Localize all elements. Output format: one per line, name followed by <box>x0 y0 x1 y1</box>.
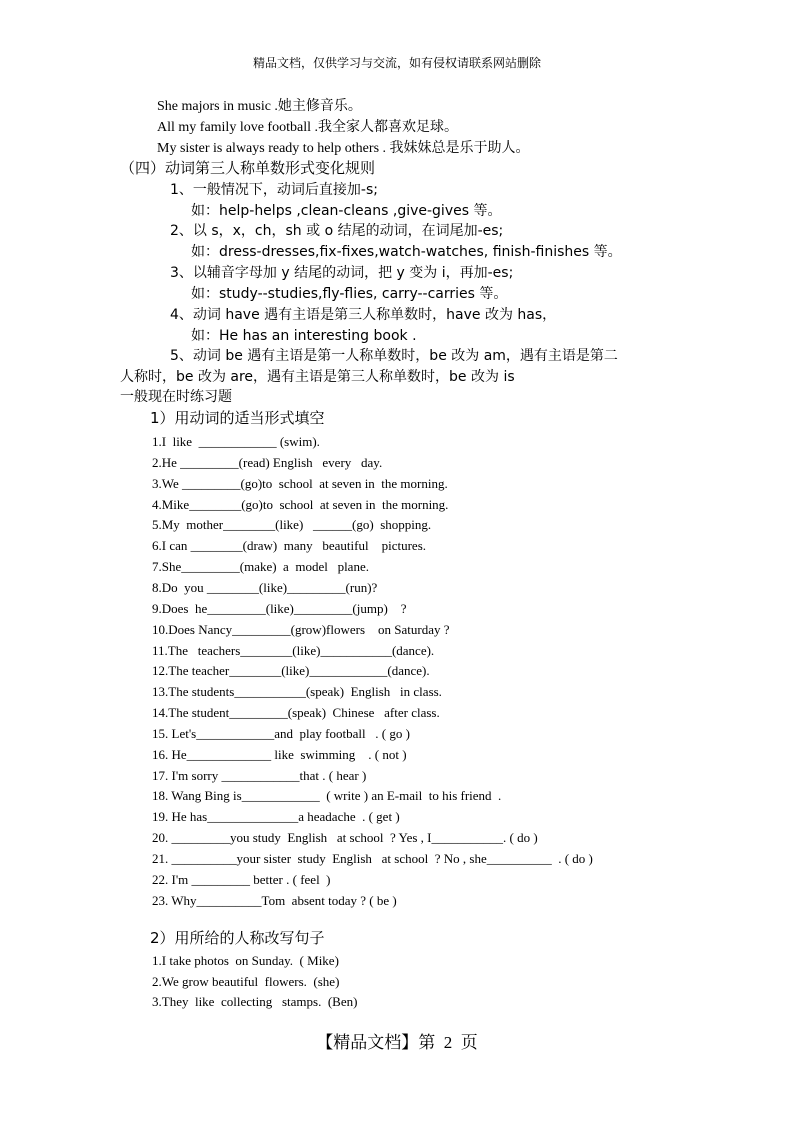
practice-heading: 一般现在时练习题 <box>120 389 232 405</box>
rule-line: 3、以辅音字母加 y 结尾的动词，把 y 变为 i，再加-es; <box>170 265 514 281</box>
exercise-item: 11.The teachers________(like)___________(dance). <box>152 642 435 658</box>
exercise-item: 14.The student_________(speak) Chinese after class. <box>152 705 440 721</box>
exercise-item: 7.She_________(make) a model plane. <box>152 559 369 575</box>
rule-line-continued: 人称时，be 改为 are，遇有主语是第三人称单数时，be 改为 is <box>120 369 515 385</box>
rule-line: 4、动词 have 遇有主语是第三人称单数时，have 改为 has， <box>170 307 557 323</box>
rule-example-line: 如：He has an interesting book . <box>191 328 417 344</box>
exercise-item: 3.We _________(go)to school at seven in the morning. <box>152 475 448 491</box>
exercise-item: 4.Mike________(go)to school at seven in the morning. <box>152 496 449 512</box>
rule-example-line: 如：study--studies,fly-flies, carry--carries 等。 <box>191 286 508 302</box>
exercise-item: 17. I'm sorry ____________that . ( hear ) <box>152 767 367 783</box>
exercise-item: 22. I'm _________ better . ( feel ) <box>152 871 331 887</box>
exercise-item: 16. He_____________ like swimming . ( not ) <box>152 746 407 762</box>
rule-example-line: 如：dress-dresses,fix-fixes,watch-watches, finish-finishes 等。 <box>191 244 622 260</box>
exercise-item: 15. Let's____________and play football . ( go ) <box>152 725 410 741</box>
rule-line: 1、一般情况下，动词后直接加-s; <box>170 182 378 198</box>
exercise-item: 12.The teacher________(like)____________(dance). <box>152 663 430 679</box>
exercise-item: 20. _________you study English at school ? Yes , I___________. ( do ) <box>152 830 538 846</box>
exercise-item: 3.They like collecting stamps. (Ben) <box>152 994 358 1009</box>
intro-example-line: She majors in music .她主修音乐。 <box>157 99 362 114</box>
exercise-item: 2.We grow beautiful flowers. (she) <box>152 973 340 989</box>
exercise-item: 1.I take photos on Sunday. ( Mike) <box>152 953 339 968</box>
exercise-heading: 1）用动词的适当形式填空 <box>150 409 325 427</box>
rule-example-line: 如：help-helps ,clean-cleans ,give-gives 等。 <box>191 203 502 219</box>
exercise-item: 13.The students___________(speak) English in class. <box>152 684 442 700</box>
page-footer: 【精品文档】第 2 页 <box>316 1033 478 1052</box>
exercise-item: 9.Does he_________(like)_________(jump) ? <box>152 600 407 616</box>
section-heading: （四）动词第三人称单数形式变化规则 <box>120 159 376 177</box>
rule-line: 2、以 s，x，ch，sh 或 o 结尾的动词，在词尾加-es; <box>170 223 504 239</box>
exercise-item: 8.Do you ________(like)_________(run)? <box>152 579 378 595</box>
exercise-item: 6.I can ________(draw) many beautiful pictures. <box>152 538 427 554</box>
intro-example-line: My sister is always ready to help others . 我妹妹总是乐于助人。 <box>157 141 530 156</box>
rule-line: 5、动词 be 遇有主语是第一人称单数时，be 改为 am，遇有主语是第二 <box>170 348 618 364</box>
exercise-item: 23. Why__________Tom absent today ? ( be ) <box>152 892 397 908</box>
exercise-item: 5.My mother________(like) ______(go) shopping. <box>152 517 432 533</box>
exercise-item: 2.He _________(read) English every day. <box>152 454 383 470</box>
exercise-item: 18. Wang Bing is____________ ( write ) an E-mail to his friend . <box>152 788 502 804</box>
exercise-item: 10.Does Nancy_________(grow)flowers on Saturday ? <box>152 621 450 637</box>
intro-example-line: All my family love football .我全家人都喜欢足球。 <box>157 120 458 135</box>
exercise-item: 1.I like ____________ (swim). <box>152 434 320 449</box>
page-header: 精品文档，仅供学习与交流，如有侵权请联系网站删除 <box>252 56 541 70</box>
exercise-heading: 2）用所给的人称改写句子 <box>150 929 325 947</box>
exercise-item: 21. __________your sister study English at school ? No , she__________ . ( do ) <box>152 851 593 866</box>
exercise-item: 19. He has______________a headache . ( get ) <box>152 809 400 825</box>
